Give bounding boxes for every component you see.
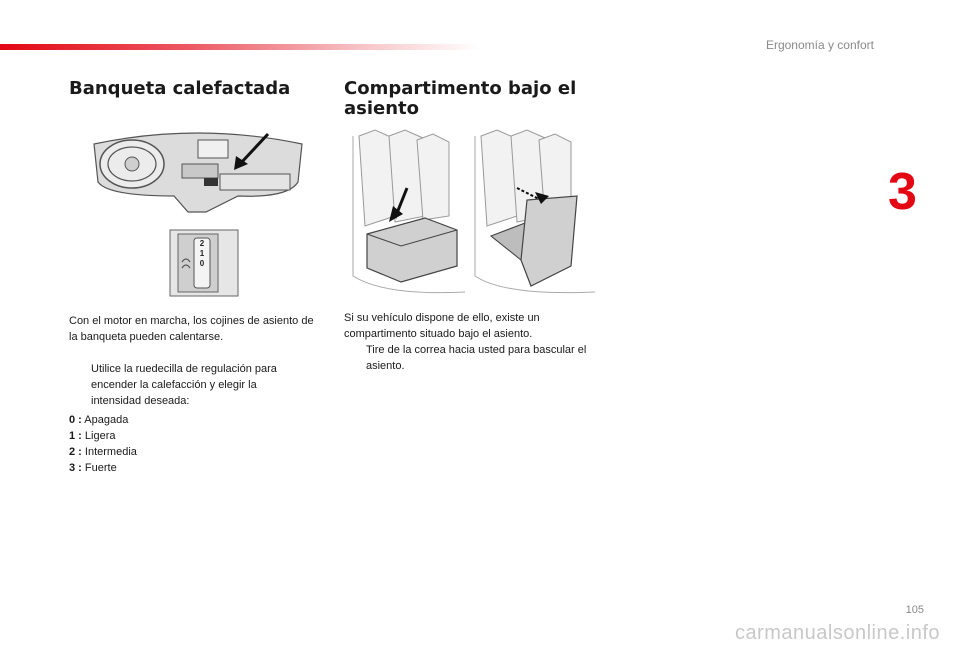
under-seat-title: Compartimento bajo el asiento [344, 78, 577, 119]
under-seat-instruction [344, 342, 604, 374]
bullet-arrow-icon [69, 361, 91, 409]
heated-bench-intro: Con el motor en marcha, los cojines de asiento de la banqueta pueden calentarse. [69, 315, 314, 343]
intensity-legend [69, 412, 219, 476]
under-seat-compartment-illustration [345, 126, 603, 298]
chapter-number: 3 [888, 163, 917, 221]
section-header-title: Ergonomía y confort [765, 38, 874, 52]
header-accent-bar [0, 44, 480, 50]
bullet-arrow-icon [344, 342, 366, 374]
heated-bench-instruction-text: Utilice la ruedecilla de regulación para encender la calefacción y elegir la intensidad deseada: [91, 363, 277, 407]
heating-knob-illustration [168, 228, 240, 298]
page-number: 105 [905, 604, 924, 616]
heated-bench-instruction [69, 361, 304, 409]
dashboard-illustration [88, 126, 308, 218]
knob-label-2: 2 [199, 239, 205, 248]
heated-bench-title: Banqueta calefactada [69, 78, 291, 99]
legend-item: 1 : Ligera [69, 430, 116, 442]
watermark: carmanualsonline.info [734, 622, 940, 644]
legend-item: 3 : Fuerte [69, 462, 117, 474]
under-seat-instruction-text: Tire de la correa hacia usted para bascular el asiento. [366, 344, 587, 372]
legend-item: 2 : Intermedia [69, 446, 137, 458]
under-seat-intro: Si su vehículo dispone de ello, existe un compartimento situado bajo el asiento. [344, 312, 540, 340]
knob-label-1: 1 [199, 249, 205, 258]
legend-item: 0 : Apagada [69, 414, 129, 426]
knob-label-0: 0 [199, 259, 205, 268]
